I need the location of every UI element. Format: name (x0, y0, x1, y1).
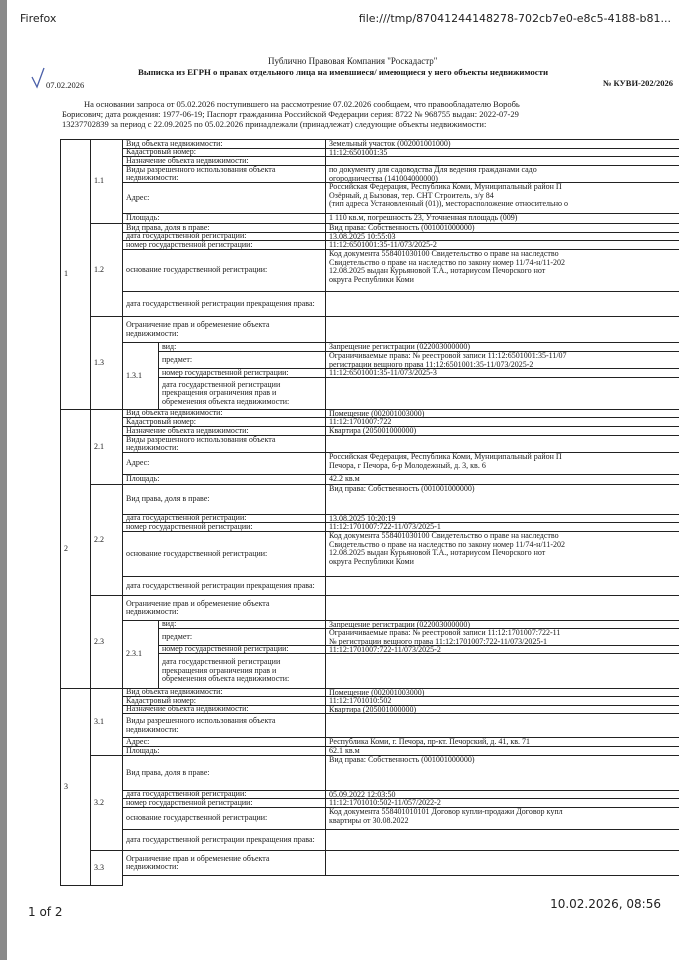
field-value: Помещение (002001003000) (325, 688, 679, 697)
field-label: Вид права, доля в праве: (122, 223, 326, 233)
field-label: дата государственной регистрации прекращения права: (122, 291, 326, 317)
intro-line-3: 13237702839 за период с 22.09.2025 по 05.02.2026 принадлежали (принадлежат) следующие объекты недвижимости: (62, 119, 487, 129)
field-label: Площадь: (122, 746, 326, 756)
field-label: дата государственной регистрации: (122, 232, 326, 241)
field-value: 11:12:6501001:35-11/073/2025-2 (325, 240, 679, 250)
field-value (325, 829, 679, 851)
subsection-number: 3.3 (90, 850, 123, 886)
field-label: вид: (158, 342, 326, 352)
restriction-header-label: Ограничение прав и обременение объекта недвижимости: (122, 595, 326, 621)
field-label: номер государственной регистрации: (122, 240, 326, 250)
field-value: Вид права: Собственность (001001000000) (325, 484, 679, 515)
subsection-number: 1.3 (90, 316, 123, 410)
field-label: номер государственной регистрации: (158, 368, 326, 378)
field-value: по документу для садоводства Для ведения гражданами садо огородничества (141004000000) (325, 165, 679, 183)
field-label: Назначение объекта недвижимости: (122, 156, 326, 166)
field-label: номер государственной регистрации: (122, 798, 326, 808)
field-value: 13.08.2025 10:20:19 (325, 514, 679, 523)
field-label: Кадастровый номер: (122, 696, 326, 706)
field-value (325, 291, 679, 317)
section-number: 3 (60, 688, 91, 886)
field-value: Код документа 558401030100 Свидетельство о праве на наследство Свидетельство о праве на наследство по закону номер 11/74-н/11-202 12.08.2025 выдан Курьяновой Т.А., нотариусом Печорского нот округа Республики Коми (325, 249, 679, 292)
field-value: Ограничиваемые права: № реестровой записи 11:12:1701007:722-11 № регистрации вещного права 11:12:1701007:722-11/073/2025-1 (325, 628, 679, 646)
field-label: Адрес: (122, 452, 326, 475)
subsection-number: 2.1 (90, 409, 123, 485)
field-label: Виды разрешенного использования объекта недвижимости: (122, 165, 326, 183)
subsection-number: 1.2 (90, 223, 123, 317)
field-value: Земельный участок (002001001000) (325, 139, 679, 149)
field-value (325, 713, 679, 738)
field-value (325, 653, 679, 689)
field-value: 11:12:1701007:722-11/073/2025-2 (325, 645, 679, 654)
field-label: Вид объекта недвижимости: (122, 139, 326, 149)
field-value: Российская Федерация, Республика Коми, Муниципальный район П Озёрный, д Бызовая, тер. СНТ Строитель, з/у 84 (тип адреса Установленный (01)), месторасположение относительно о (325, 182, 679, 214)
field-label: Вид права, доля в праве: (122, 484, 326, 515)
field-label: дата государственной регистрации прекращения права: (122, 576, 326, 596)
intro-line-1: На основании запроса от 05.02.2026 поступившего на рассмотрение 07.02.2026 сообщаем, что правообладателю Воробь (84, 99, 520, 109)
document-page (0, 40, 679, 880)
field-label: предмет: (158, 351, 326, 369)
subsection-number: 1.1 (90, 139, 123, 224)
field-label: Кадастровый номер: (122, 148, 326, 157)
section-number: 1 (60, 139, 91, 410)
field-label: дата государственной регистрации: (122, 790, 326, 799)
field-value: Российская Федерация, Республика Коми, Муниципальный район П Печора, г Печора, б-р Молодежный, д. 3, кв. 6 (325, 452, 679, 475)
field-label: Адрес: (122, 737, 326, 747)
field-label: номер государственной регистрации: (158, 645, 326, 654)
file-url: file:///tmp/87041244148278-702cb7e0-e8c5-4188-b81... (358, 12, 671, 25)
field-label: Адрес: (122, 182, 326, 214)
field-value: 1 110 кв.м, погрешность 23, Уточненная площадь (009) (325, 213, 679, 224)
field-value: Код документа 558401030100 Свидетельство о праве на наследство Свидетельство о праве на наследство по закону номер 11/74-н/11-202 12.08.2025 выдан Курьяновой Т.А., нотариусом Печорского нот округа Республики Коми (325, 531, 679, 577)
document-title: Выписка из ЕГРН о правах отдельного лица на имевшиеся/ имеющиеся у него объекты недвижимости (138, 67, 549, 77)
field-value: Вид права: Собственность (001001000000) (325, 755, 679, 791)
restriction-header-value (325, 595, 679, 621)
field-label: Вид права, доля в праве: (122, 755, 326, 791)
field-label: Назначение объекта недвижимости: (122, 705, 326, 714)
field-value: 11:12:1701010:502-11/057/2022-2 (325, 798, 679, 808)
field-label: Виды разрешенного использования объекта недвижимости: (122, 435, 326, 453)
field-label: Вид объекта недвижимости: (122, 688, 326, 697)
document-date: 07.02.2026 (46, 80, 85, 90)
field-value: Квартира (205001000000) (325, 426, 679, 436)
subsection-number: 2.3 (90, 595, 123, 689)
intro-line-2: Борисович; дата рождения: 1977-06-19; Паспорт гражданина Российской Федерации серия: 8722 № 968755 выдан: 2022-07-29 (62, 109, 519, 119)
field-label: Вид объекта недвижимости: (122, 409, 326, 418)
restriction-header-label: Ограничение прав и обременение объекта недвижимости: (122, 850, 326, 876)
field-label: основание государственной регистрации: (122, 531, 326, 577)
field-label: Назначение объекта недвижимости: (122, 426, 326, 436)
field-value: 11:12:6501001:35 (325, 148, 679, 157)
field-label: Виды разрешенного использования объекта недвижимости: (122, 713, 326, 738)
field-value: Квартира (205001000000) (325, 705, 679, 714)
field-label: дата государственной регистрации прекращения ограничения прав и обременения объекта недвижимости: (158, 653, 326, 689)
field-value (325, 576, 679, 596)
field-value: Вид права: Собственность (001001000000) (325, 223, 679, 233)
restriction-header-value (325, 850, 679, 876)
field-label: Площадь: (122, 474, 326, 485)
field-label: номер государственной регистрации: (122, 522, 326, 532)
field-value: 05.09.2022 12:03:50 (325, 790, 679, 799)
restriction-header-label: Ограничение прав и обременение объекта недвижимости: (122, 316, 326, 343)
field-label: дата государственной регистрации: (122, 514, 326, 523)
field-value: 11:12:6501001:35-11/073/2025-3 (325, 368, 679, 378)
field-label: основание государственной регистрации: (122, 807, 326, 830)
field-label: дата государственной регистрации прекращения права: (122, 829, 326, 851)
field-label: дата государственной регистрации прекращения ограничения прав и обременения объекта недвижимости: (158, 377, 326, 410)
field-value: Код документа 558401010101 Договор купли-продажи Договор купл квартиры от 30.08.2022 (325, 807, 679, 830)
field-value (325, 377, 679, 410)
field-label: предмет: (158, 628, 326, 646)
field-value: Помещение (002001003000) (325, 409, 679, 418)
section-number: 2 (60, 409, 91, 689)
field-value: 11:12:1701010:502 (325, 696, 679, 706)
field-value: 11:12:1701007:722-11/073/2025-1 (325, 522, 679, 532)
field-value: Запрещение регистрации (022003000000) (325, 342, 679, 352)
field-value: 62.1 кв.м (325, 746, 679, 756)
subsection-number: 3.1 (90, 688, 123, 756)
page-indicator: 1 of 2 (28, 905, 63, 919)
field-label: Площадь: (122, 213, 326, 224)
nested-item-number: 1.3.1 (122, 342, 159, 410)
subsection-number: 3.2 (90, 755, 123, 851)
restriction-header-value (325, 316, 679, 343)
field-label: основание государственной регистрации: (122, 249, 326, 292)
field-value: Республика Коми, г. Печора, пр-кт. Печорский, д. 41, кв. 71 (325, 737, 679, 747)
checkmark-icon (30, 67, 46, 89)
field-value: 13.08.2025 10:55:03 (325, 232, 679, 241)
browser-app-name: Firefox (20, 12, 57, 25)
print-datetime: 10.02.2026, 08:56 (550, 897, 661, 911)
organization-name: Публично Правовая Компания "Роскадастр" (268, 56, 438, 66)
subsection-number: 2.2 (90, 484, 123, 596)
nested-item-number: 2.3.1 (122, 620, 159, 689)
field-label: вид: (158, 620, 326, 629)
document-number: № КУВИ-202/2026 (602, 78, 673, 88)
field-label: Кадастровый номер: (122, 417, 326, 427)
field-value: Ограничиваемые права: № реестровой записи 11:12:6501001:35-11/07 регистрации вещного права 11:12:6501001:35-11/073/2025-2 (325, 351, 679, 369)
field-value (325, 435, 679, 453)
field-value: Запрещение регистрации (022003000000) (325, 620, 679, 629)
field-value: 11:12:1701007:722 (325, 417, 679, 427)
field-value: 42.2 кв.м (325, 474, 679, 485)
